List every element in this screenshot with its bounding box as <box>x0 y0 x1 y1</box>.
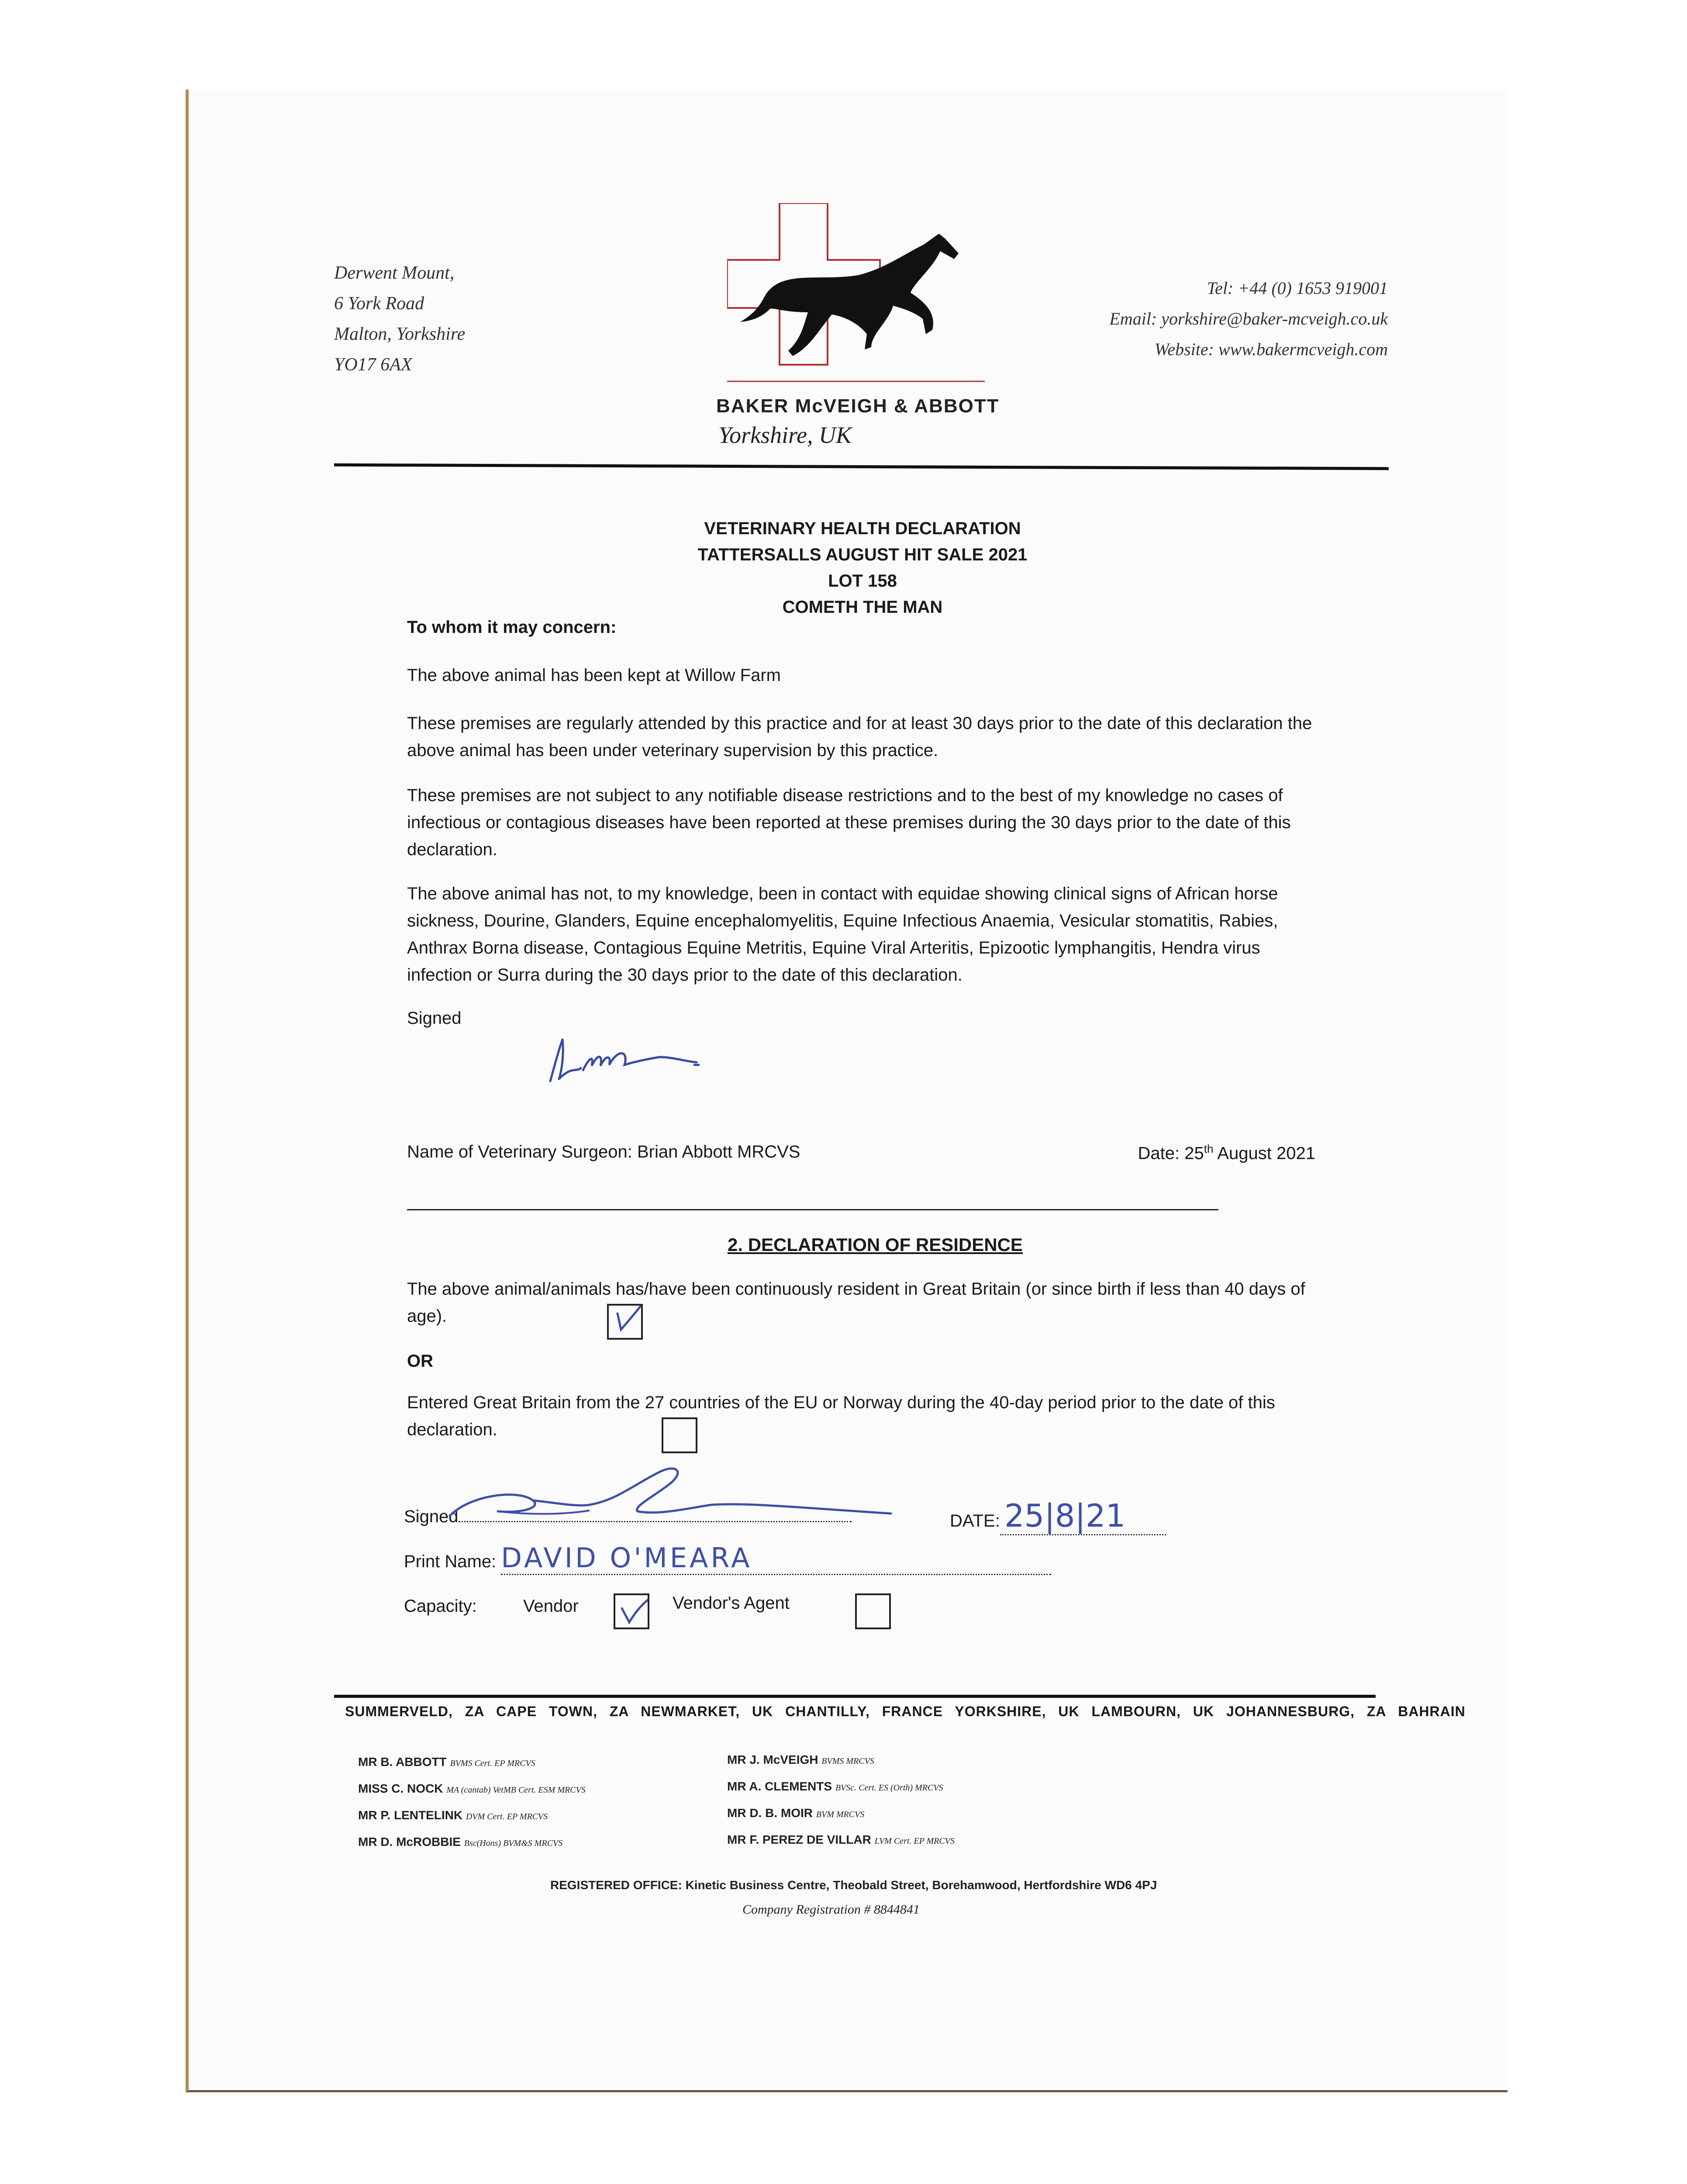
heading-line: VETERINARY HEALTH DECLARATION <box>704 519 1021 538</box>
website: Website: www.bakermcveigh.com <box>1154 339 1388 359</box>
paragraph-contact: The above animal has not, to my knowledge, been in contact with equidae showing clinical signs of African horse sickness, Dourine, Glanders, Equine encephalomyelitis, Equine Infectious Anaemia, Vesicular stomatitis, Rabies, Anthrax Borna disease, Contagious Equine Metritis, Equine Viral Arteritis, Epizootic lymphangitis, Hendra virus infection or Surra during the 30 days prior to the date of this declaration. <box>407 884 1278 985</box>
residence-option-2: Entered Great Britain from the 27 countries of the EU or Norway during the 40-day period prior to the date of this declaration. <box>407 1393 1275 1439</box>
date-ordinal: th <box>1204 1142 1214 1155</box>
company-registration: Company Registration # 8844841 <box>742 1902 920 1917</box>
address-line: Derwent Mount, <box>334 263 455 283</box>
staff-qualifications: BVSc. Cert. ES (Orth) MRCVS <box>835 1783 943 1793</box>
or-label: OR <box>407 1351 433 1371</box>
section-divider <box>407 1209 1218 1210</box>
staff-qualifications: BVM MRCVS <box>816 1810 865 1819</box>
vet-name: Name of Veterinary Surgeon: Brian Abbott MRCVS <box>407 1142 800 1161</box>
staff-qualifications: MA (cantab) VetMB Cert. ESM MRCVS <box>446 1785 586 1795</box>
contact-details <box>1109 273 1388 365</box>
address-line: 6 York Road <box>334 294 424 314</box>
staff-entry <box>358 1803 586 1829</box>
office-locations: SUMMERVELD, ZA CAPE TOWN, ZA NEWMARKET, UK CHANTILLY, FRANCE YORKSHIRE, UK LAMBOURN, UK JOHANNESBURG, ZA BAHRAIN <box>345 1704 1466 1719</box>
practice-address <box>334 258 465 380</box>
signed-label: Signed <box>404 1507 459 1526</box>
staff-entry <box>727 1747 955 1774</box>
residence-date-row <box>950 1497 1166 1535</box>
paragraph-premises: The above animal has been kept at Willow Farm <box>407 666 781 685</box>
capacity-label: Capacity: <box>404 1597 477 1616</box>
vendor-label: Vendor <box>523 1597 579 1616</box>
staff-entry <box>727 1774 955 1800</box>
print-name-field[interactable]: DAVID O'MEARA <box>501 1542 1051 1575</box>
staff-qualifications: BVMS MRCVS <box>821 1756 874 1766</box>
staff-entry <box>727 1800 955 1827</box>
paragraph-supervision: These premises are regularly attended by this practice and for at least 30 days prior to the date of this declaration the above animal has been under veterinary supervision by this practice. <box>407 714 1312 760</box>
signed-label: Signed <box>407 1009 462 1028</box>
registered-office: REGISTERED OFFICE: Kinetic Business Centre, Theobald Street, Borehamwood, Hertfordshire WD6 4PJ <box>550 1878 1157 1892</box>
staff-qualifications: LVM Cert. EP MRCVS <box>874 1836 955 1846</box>
staff-qualifications: Bsc(Hons) BVM&S MRCVS <box>464 1838 563 1848</box>
staff-entry <box>358 1829 586 1856</box>
staff-name: MISS C. NOCK <box>358 1782 443 1795</box>
staff-name: MR A. CLEMENTS <box>727 1780 832 1793</box>
company-name: BAKER McVEIGH & ABBOTT <box>716 395 1000 417</box>
staff-name: MR P. LENTELINK <box>358 1808 463 1822</box>
residence-title: 2. DECLARATION OF RESIDENCE <box>728 1234 1023 1255</box>
company-location: Yorkshire, UK <box>718 422 852 448</box>
date-text: August 2021 <box>1213 1144 1315 1163</box>
staff-entry <box>358 1749 586 1776</box>
residence-option-1: The above animal/animals has/have been continuously resident in Great Britain (or since birth if less than 40 days of age). <box>407 1279 1305 1326</box>
staff-list-right <box>727 1747 955 1854</box>
agent-checkbox[interactable] <box>855 1593 891 1629</box>
telephone: Tel: +44 (0) 1653 919001 <box>1207 278 1388 298</box>
date-field[interactable]: 25|8|21 <box>1000 1497 1166 1535</box>
print-name-row <box>404 1542 1051 1575</box>
vet-declaration-date <box>1138 1142 1315 1163</box>
staff-list-left <box>358 1749 586 1856</box>
heading-line: COMETH THE MAN <box>782 598 943 617</box>
date-text: Date: 25 <box>1138 1144 1204 1163</box>
salutation: To whom it may concern: <box>407 618 617 637</box>
email: Email: yorkshire@baker-mcveigh.co.uk <box>1109 309 1388 328</box>
address-line: YO17 6AX <box>334 355 412 375</box>
staff-qualifications: BVMS Cert. EP MRCVS <box>450 1759 535 1768</box>
staff-entry <box>358 1776 586 1803</box>
vet-signature <box>542 1031 707 1088</box>
staff-entry <box>727 1827 955 1854</box>
date-label: DATE: <box>950 1511 1000 1531</box>
staff-name: MR D. B. MOIR <box>727 1806 813 1820</box>
option-1-checkbox[interactable] <box>607 1304 643 1340</box>
footer-rule <box>334 1695 1376 1698</box>
staff-name: MR J. McVEIGH <box>727 1753 818 1766</box>
heading-line: TATTERSALLS AUGUST HIT SALE 2021 <box>697 545 1028 564</box>
address-line: Malton, Yorkshire <box>334 324 466 344</box>
print-name-label: Print Name: <box>404 1552 497 1571</box>
agent-label: Vendor's Agent <box>673 1593 790 1613</box>
heading-line: LOT 158 <box>828 571 897 591</box>
declaration-heading <box>655 515 1070 620</box>
vendor-checkbox[interactable] <box>614 1593 649 1629</box>
checkmark-icon <box>615 1595 648 1628</box>
checkmark-icon <box>609 1306 641 1338</box>
paragraph-restrictions: These premises are not subject to any notifiable disease restrictions and to the best of my knowledge no cases of infectious or contagious diseases have been reported at these premises during the 30 days prior to the date of this declaration. <box>407 786 1291 859</box>
vendor-signature <box>432 1459 900 1533</box>
staff-qualifications: DVM Cert. EP MRCVS <box>466 1812 548 1821</box>
horse-and-cross-logo <box>727 203 985 387</box>
staff-name: MR D. McROBBIE <box>358 1835 461 1849</box>
option-2-checkbox[interactable] <box>662 1417 697 1453</box>
staff-name: MR B. ABBOTT <box>358 1755 447 1769</box>
staff-name: MR F. PEREZ DE VILLAR <box>727 1833 871 1846</box>
vet-details-row <box>407 1142 1315 1162</box>
